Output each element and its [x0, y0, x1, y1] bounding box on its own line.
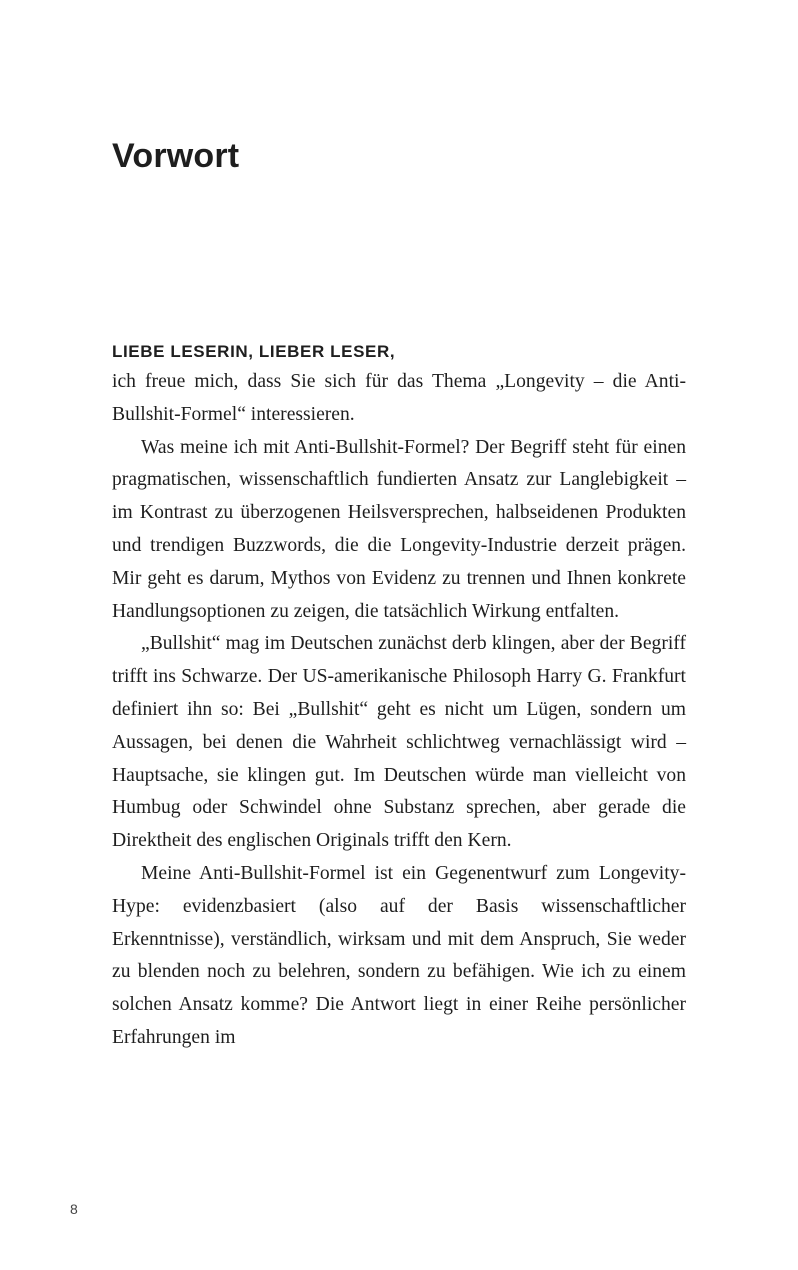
body-text — [112, 366, 686, 1055]
chapter-title: Vorwort — [112, 137, 240, 175]
paragraph-intro: ich freue mich, dass Sie sich für das Thema „Longevity – die Anti-Bullshit-Formel“ interessieren. — [112, 371, 686, 425]
salutation-heading: LIEBE LESERIN, LIEBER LESER, — [112, 342, 396, 361]
page-number: 8 — [70, 1201, 78, 1217]
paragraph-gegenentwurf: Meine Anti-Bullshit-Formel ist ein Gegenentwurf zum Longevity-Hype: evidenzbasiert (also auf der Basis wissenschaftlicher Erkenntnisse), verständlich, wirksam und mit dem Anspruch, Sie weder zu blenden noch zu belehren, sondern zu befähigen. Wie ich zu einem solchen Ansatz komme? Die Antwort liegt in einer Reihe persönlicher Erfahrungen im — [112, 862, 686, 1048]
paragraph-bullshit-definition: „Bullshit“ mag im Deutschen zunächst derb klingen, aber der Begriff trifft ins Schwarze. Der US-amerikanische Philosoph Harry G. Frankfurt definiert ihn so: Bei „Bullshit“ geht es nicht um Lügen, sondern um Aussagen, bei denen die Wahrheit schlichtweg vernachlässigt wird – Hauptsache, sie klingen gut. Im Deutschen würde man vielleicht von Humbug oder Schwindel ohne Substanz sprechen, aber gerade die Direktheit des englischen Originals trifft den Kern. — [112, 633, 686, 852]
paragraph-anti-bullshit-formel: Was meine ich mit Anti-Bullshit-Formel? Der Begriff steht für einen pragmatischen, wissenschaftlich fundierten Ansatz zur Langlebigkeit – im Kontrast zu überzogenen Heilsversprechen, halbseidenen Produkten und trendigen Buzzwords, die die Longevity-Industrie derzeit prägen. Mir geht es darum, Mythos von Evidenz zu trennen und Ihnen konkrete Handlungsoptionen zu zeigen, die tatsächlich Wirkung entfalten. — [112, 436, 686, 622]
